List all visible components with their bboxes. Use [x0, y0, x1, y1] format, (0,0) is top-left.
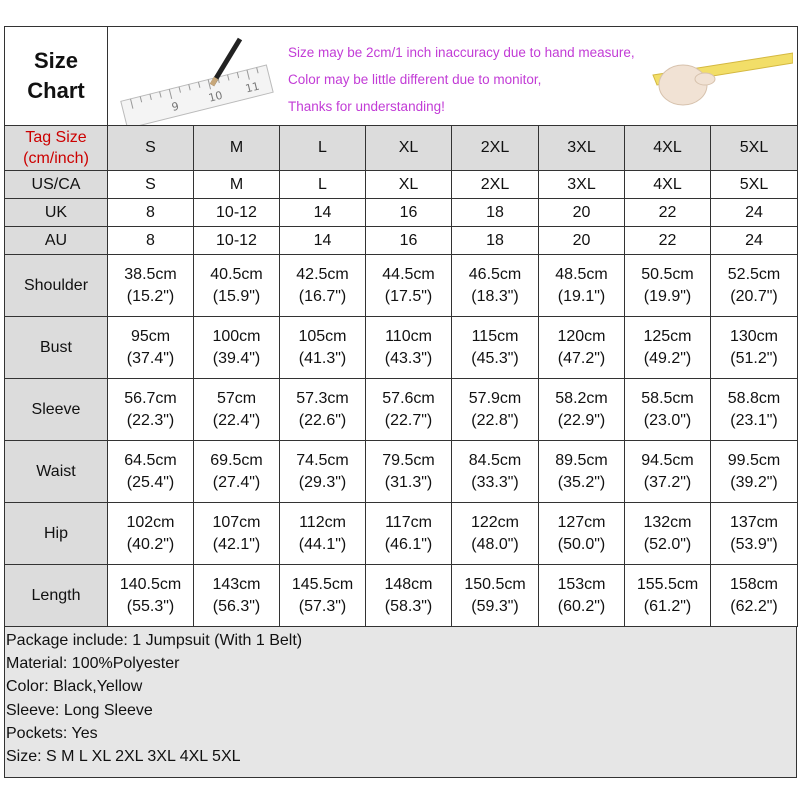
inch-value: (39.2") [730, 473, 778, 491]
title-line-2: Chart [27, 78, 85, 103]
row-label: UK [5, 199, 108, 227]
measurement-cell [625, 441, 711, 503]
inch-value: (61.2") [643, 597, 692, 615]
cm-value: 38.5cm [124, 265, 177, 283]
inch-value: (42.1") [212, 535, 261, 553]
cm-value: 105cm [298, 327, 347, 345]
svg-text:11: 11 [244, 79, 261, 96]
measurement-label: Shoulder [5, 255, 108, 317]
row-label: AU [5, 227, 108, 255]
measurement-cell [452, 379, 539, 441]
title-line-1: Size [33, 48, 79, 73]
tag-size-cell: S [108, 126, 194, 171]
cm-value: 44.5cm [382, 265, 435, 283]
inch-value: (22.6") [298, 411, 347, 429]
size-chart [4, 26, 797, 778]
cm-value: 100cm [212, 327, 261, 345]
measurement-cell [711, 503, 798, 565]
tag-size-label: Tag Size (cm/inch) [5, 126, 108, 171]
measurement-label: Length [5, 565, 108, 627]
cm-value: 122cm [470, 513, 520, 531]
inch-value: (57.3") [298, 597, 347, 615]
measurement-row [5, 565, 798, 627]
size-cell: 10-12 [194, 227, 280, 255]
inch-value: (51.2") [730, 349, 778, 367]
cm-value: 50.5cm [641, 265, 694, 283]
size-cell: L [280, 171, 366, 199]
cm-value: 57cm [216, 389, 257, 407]
inch-value: (31.3") [384, 473, 433, 491]
size-cell: 16 [366, 227, 452, 255]
measurement-cell [539, 565, 625, 627]
size-cell: 24 [711, 199, 798, 227]
measurement-label: Waist [5, 441, 108, 503]
inch-value: (22.9") [557, 411, 606, 429]
inch-value: (49.2") [643, 349, 692, 367]
inch-value: (17.5") [384, 287, 433, 305]
notes-banner [108, 27, 798, 126]
info-line: Sleeve: Long Sleeve [6, 701, 153, 719]
tag-size-cell: L [280, 126, 366, 171]
tag-size-cell: 3XL [539, 126, 625, 171]
measurement-label: Hip [5, 503, 108, 565]
cm-value: 115cm [471, 327, 519, 345]
size-row [5, 171, 798, 199]
info-line: Material: 100%Polyester [6, 655, 180, 673]
size-cell: 4XL [625, 171, 711, 199]
inch-value: (15.2") [126, 287, 175, 305]
measurement-cell [625, 379, 711, 441]
inch-value: (45.3") [471, 349, 519, 367]
measurement-notes [288, 39, 635, 120]
inch-value: (25.4") [126, 473, 175, 491]
cm-value: 79.5cm [382, 451, 435, 469]
size-cell: 18 [452, 199, 539, 227]
product-info [4, 627, 797, 778]
size-cell: M [194, 171, 280, 199]
measurement-row [5, 255, 798, 317]
cm-value: 145.5cm [291, 575, 354, 593]
measurement-row [5, 317, 798, 379]
cm-value: 52.5cm [727, 265, 781, 283]
cm-value: 110cm [385, 327, 432, 345]
measurement-cell [194, 565, 280, 627]
inch-value: (19.1") [557, 287, 606, 305]
inch-value: (46.1") [384, 535, 433, 553]
inch-value: (27.4") [212, 473, 261, 491]
inch-value: (52.0") [643, 535, 692, 553]
size-cell: 20 [539, 199, 625, 227]
size-cell: 10-12 [194, 199, 280, 227]
cm-value: 58.8cm [727, 389, 781, 407]
measurement-cell [366, 379, 452, 441]
measurement-cell [625, 317, 711, 379]
inch-value: (55.3") [126, 597, 175, 615]
tag-size-cell: 2XL [452, 126, 539, 171]
measurement-cell [366, 317, 452, 379]
inch-value: (29.3") [298, 473, 347, 491]
size-row [5, 199, 798, 227]
measurement-cell [280, 379, 366, 441]
inch-value: (19.9") [643, 287, 692, 305]
measurement-cell [108, 441, 194, 503]
svg-text:10: 10 [207, 88, 224, 105]
size-cell: 22 [625, 227, 711, 255]
inch-value: (16.7") [298, 287, 347, 305]
inch-value: (40.2") [126, 535, 175, 553]
measurement-cell [452, 503, 539, 565]
measurement-cell [711, 565, 798, 627]
cm-value: 74.5cm [296, 451, 349, 469]
inch-value: (22.3") [126, 411, 175, 429]
inch-value: (48.0") [471, 535, 519, 553]
cm-value: 84.5cm [468, 451, 522, 469]
measurement-cell [625, 565, 711, 627]
measurement-cell [366, 255, 452, 317]
tag-size-cell: 5XL [711, 126, 798, 171]
size-cell: 8 [108, 199, 194, 227]
cm-value: 153cm [557, 575, 606, 593]
measurement-cell [194, 441, 280, 503]
measurement-cell [366, 565, 452, 627]
measurement-cell [280, 565, 366, 627]
note-line: Size may be 2cm/1 inch inaccuracy due to hand measure, [288, 45, 635, 60]
cm-value: 57.6cm [382, 389, 435, 407]
info-line: Size: S M L XL 2XL 3XL 4XL 5XL [6, 748, 241, 766]
inch-value: (53.9") [730, 535, 778, 553]
measuring-tape-hand-icon [643, 35, 793, 115]
size-cell: 2XL [452, 171, 539, 199]
cm-value: 58.5cm [641, 389, 694, 407]
inch-value: (15.9") [212, 287, 261, 305]
cm-value: 140.5cm [119, 575, 182, 593]
tag-size-cell: M [194, 126, 280, 171]
size-cell: 5XL [711, 171, 798, 199]
cm-value: 99.5cm [727, 451, 781, 469]
measurement-cell [539, 317, 625, 379]
size-cell: 14 [280, 227, 366, 255]
cm-value: 125cm [643, 327, 692, 345]
cm-value: 89.5cm [555, 451, 608, 469]
inch-value: (20.7") [730, 287, 778, 305]
measurement-cell [194, 317, 280, 379]
cm-value: 127cm [557, 513, 606, 531]
cm-value: 48.5cm [555, 265, 608, 283]
note-line: Color may be little different due to monitor, [288, 72, 542, 87]
cm-value: 112cm [299, 513, 346, 531]
cm-value: 95cm [130, 327, 171, 345]
measurement-row [5, 441, 798, 503]
measurement-cell [452, 441, 539, 503]
cm-value: 102cm [126, 513, 175, 531]
inch-value: (22.8") [471, 411, 519, 429]
cm-value: 64.5cm [124, 451, 177, 469]
svg-text:9: 9 [170, 99, 181, 114]
size-cell: 14 [280, 199, 366, 227]
measurement-cell [280, 503, 366, 565]
ruler-pencil-icon [116, 37, 276, 125]
inch-value: (22.4") [212, 411, 261, 429]
info-line: Pockets: Yes [6, 724, 98, 742]
size-cell: 24 [711, 227, 798, 255]
measurement-cell [539, 379, 625, 441]
measurement-cell [108, 255, 194, 317]
inch-value: (37.4") [126, 349, 175, 367]
size-cell: 20 [539, 227, 625, 255]
inch-value: (37.2") [643, 473, 692, 491]
cm-value: 143cm [212, 575, 261, 593]
measurement-cell [711, 441, 798, 503]
measurement-cell [280, 441, 366, 503]
inch-value: (56.3") [212, 597, 261, 615]
cm-value: 137cm [729, 513, 779, 531]
inch-value: (18.3") [471, 287, 519, 305]
cm-value: 107cm [212, 513, 261, 531]
cm-value: 117cm [385, 513, 432, 531]
measurement-cell [280, 317, 366, 379]
inch-value: (50.0") [557, 535, 606, 553]
measurement-label: Bust [5, 317, 108, 379]
measurement-row [5, 379, 798, 441]
size-row [5, 227, 798, 255]
measurement-cell [625, 255, 711, 317]
size-cell: 18 [452, 227, 539, 255]
measurement-cell [108, 379, 194, 441]
info-line: Color: Black,Yellow [6, 678, 143, 696]
size-chart-title [5, 27, 108, 126]
inch-value: (23.0") [643, 411, 692, 429]
inch-value: (59.3") [471, 597, 519, 615]
measurement-row [5, 503, 798, 565]
inch-value: (58.3") [384, 597, 433, 615]
inch-value: (35.2") [557, 473, 606, 491]
tag-size-cell: 4XL [625, 126, 711, 171]
size-cell: 3XL [539, 171, 625, 199]
size-cell: S [108, 171, 194, 199]
inch-value: (33.3") [471, 473, 519, 491]
measurement-cell [452, 565, 539, 627]
measurement-cell [366, 503, 452, 565]
cm-value: 57.9cm [468, 389, 522, 407]
measurement-cell [194, 255, 280, 317]
size-cell: 8 [108, 227, 194, 255]
cm-value: 155.5cm [636, 575, 699, 593]
measurement-cell [280, 255, 366, 317]
size-table [4, 26, 798, 627]
cm-value: 158cm [729, 575, 779, 593]
size-cell: XL [366, 171, 452, 199]
inch-value: (47.2") [557, 349, 606, 367]
cm-value: 58.2cm [555, 389, 608, 407]
cm-value: 42.5cm [296, 265, 349, 283]
measurement-cell [539, 503, 625, 565]
inch-value: (22.7") [384, 411, 433, 429]
inch-value: (62.2") [730, 597, 778, 615]
cm-value: 69.5cm [210, 451, 263, 469]
measurement-cell [625, 503, 711, 565]
measurement-label: Sleeve [5, 379, 108, 441]
inch-value: (39.4") [212, 349, 261, 367]
measurement-cell [452, 317, 539, 379]
cm-value: 150.5cm [464, 575, 526, 593]
inch-value: (43.3") [384, 349, 433, 367]
measurement-cell [194, 503, 280, 565]
tag-size-cell: XL [366, 126, 452, 171]
info-line: Package include: 1 Jumpsuit (With 1 Belt) [6, 632, 303, 649]
cm-value: 56.7cm [124, 389, 177, 407]
cm-value: 40.5cm [210, 265, 263, 283]
cm-value: 57.3cm [296, 389, 349, 407]
measurement-cell [194, 379, 280, 441]
measurement-cell [711, 317, 798, 379]
measurement-cell [366, 441, 452, 503]
cm-value: 94.5cm [641, 451, 694, 469]
cm-value: 148cm [384, 575, 433, 593]
measurement-cell [108, 565, 194, 627]
measurement-cell [108, 503, 194, 565]
measurement-cell [108, 317, 194, 379]
measurement-cell [711, 379, 798, 441]
cm-value: 132cm [643, 513, 692, 531]
note-line: Thanks for understanding! [288, 99, 445, 114]
cm-value: 120cm [557, 327, 606, 345]
inch-value: (44.1") [298, 535, 347, 553]
measurement-cell [452, 255, 539, 317]
inch-value: (60.2") [557, 597, 606, 615]
measurement-cell [711, 255, 798, 317]
measurement-cell [539, 255, 625, 317]
size-cell: 22 [625, 199, 711, 227]
cm-value: 46.5cm [468, 265, 522, 283]
measurement-cell [539, 441, 625, 503]
row-label: US/CA [5, 171, 108, 199]
inch-value: (41.3") [298, 349, 347, 367]
size-cell: 16 [366, 199, 452, 227]
inch-value: (23.1") [730, 411, 778, 429]
cm-value: 130cm [729, 327, 779, 345]
